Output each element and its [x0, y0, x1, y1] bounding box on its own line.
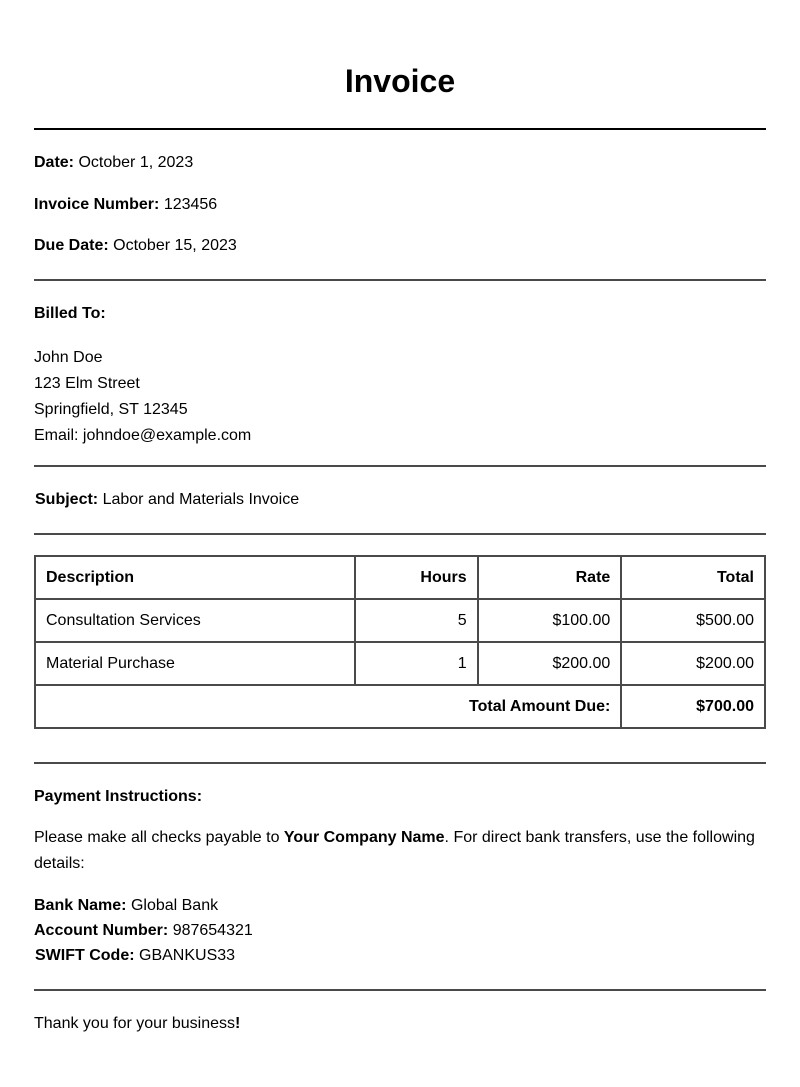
row-rate: $200.00	[478, 642, 622, 685]
company-name: Your Company Name	[283, 829, 445, 846]
header-total: Total	[621, 556, 765, 599]
row-hours: 5	[355, 599, 478, 642]
bank-name-line	[34, 893, 253, 918]
table-row	[35, 642, 765, 685]
table-divider	[34, 762, 766, 764]
payment-text-after: . For direct bank transfers, use the following details:	[34, 829, 755, 872]
billed-to-email: Email: johndoe@example.com	[34, 427, 252, 444]
swift-code-line	[34, 943, 253, 968]
table-row	[35, 599, 765, 642]
billed-to-heading: Billed To:	[34, 305, 106, 322]
subject-line	[35, 490, 299, 510]
account-number-line	[34, 918, 253, 943]
date-line	[34, 153, 193, 173]
row-total: $200.00	[621, 642, 765, 685]
bank-details	[34, 893, 253, 968]
payment-paragraph	[34, 825, 766, 877]
table-header-row	[35, 556, 765, 599]
row-description: Consultation Services	[35, 599, 355, 642]
title-divider	[34, 128, 766, 130]
subject-divider	[34, 533, 766, 535]
payment-text-before: Please make all checks payable to	[34, 829, 284, 846]
swift-code-value: GBANKUS33	[139, 947, 236, 964]
payment-divider	[34, 989, 766, 991]
account-number-label: Account Number:	[34, 922, 169, 939]
row-description: Material Purchase	[35, 642, 355, 685]
invoice-number-label: Invoice Number:	[34, 196, 160, 213]
invoice-number-line	[34, 195, 217, 215]
subject-value: Labor and Materials Invoice	[102, 491, 300, 508]
meta-divider	[34, 279, 766, 281]
billed-to-address	[34, 345, 251, 449]
due-date-line	[34, 236, 237, 256]
header-rate: Rate	[478, 556, 622, 599]
total-amount-label: Total Amount Due:	[35, 685, 621, 728]
table-total-row	[35, 685, 765, 728]
bank-name-value: Global Bank	[130, 897, 219, 914]
invoice-items-table	[34, 555, 766, 729]
row-rate: $100.00	[478, 599, 622, 642]
date-label: Date:	[34, 154, 75, 171]
subject-label: Subject:	[35, 491, 99, 508]
total-amount-value: $700.00	[621, 685, 765, 728]
invoice-number-value: 123456	[163, 196, 218, 213]
due-date-value: October 15, 2023	[113, 237, 237, 254]
thank-you-mark: !	[235, 1015, 241, 1032]
due-date-label: Due Date:	[34, 237, 109, 254]
payment-heading: Payment Instructions:	[34, 788, 203, 805]
thank-you-note	[34, 1014, 240, 1034]
billed-to-city: Springfield, ST 12345	[34, 401, 188, 418]
account-number-value: 987654321	[172, 922, 253, 939]
date-value: October 1, 2023	[78, 154, 194, 171]
bank-name-label: Bank Name:	[34, 897, 127, 914]
header-description: Description	[35, 556, 355, 599]
row-total: $500.00	[621, 599, 765, 642]
header-hours: Hours	[355, 556, 478, 599]
billed-to-divider	[34, 465, 766, 467]
billed-to-name: John Doe	[34, 349, 103, 366]
page-title: Invoice	[344, 63, 456, 99]
row-hours: 1	[355, 642, 478, 685]
thank-you-text: Thank you for your business	[34, 1015, 235, 1032]
billed-to-street: 123 Elm Street	[34, 375, 140, 392]
swift-code-label: SWIFT Code:	[35, 947, 135, 964]
